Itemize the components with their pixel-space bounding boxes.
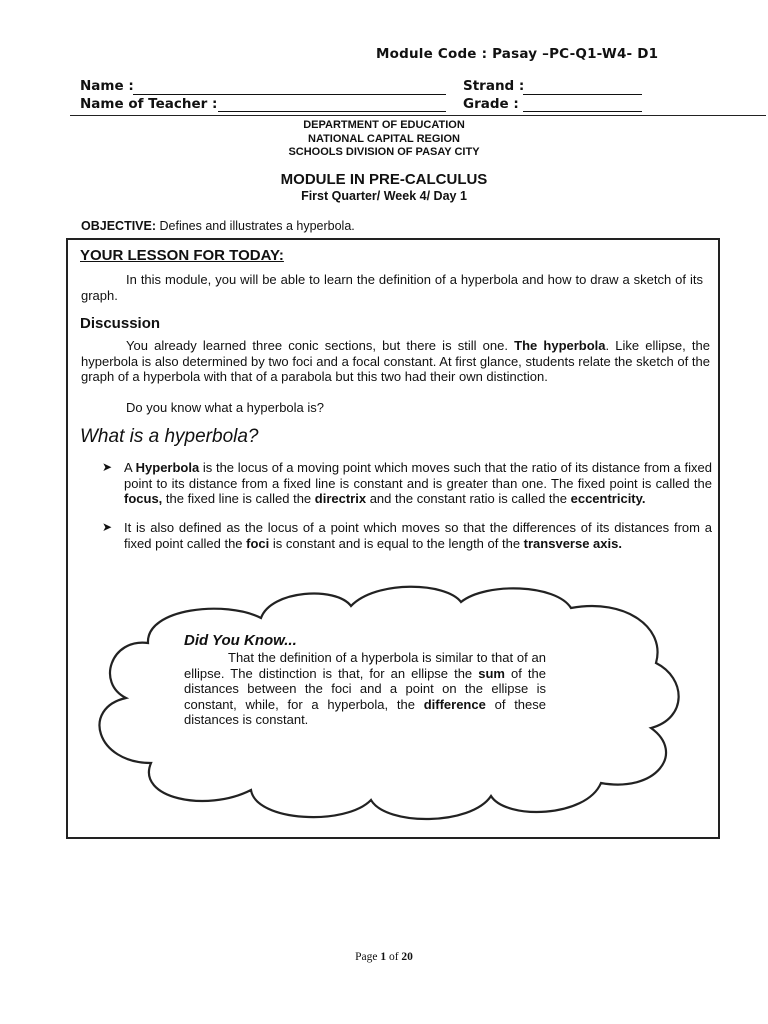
definition-2-text: It is also defined as the locus of a point which moves so that the differences of its distances from a fixed point called the foci is constant and is equal to the length of the transverse axis. xyxy=(124,520,712,551)
lesson-heading: YOUR LESSON FOR TODAY: xyxy=(80,247,284,264)
teacher-label: Name of Teacher : xyxy=(80,96,218,112)
lesson-intro: In this module, you will be able to learn the definition of a hyperbola and how to draw a sketch of its graph. xyxy=(81,272,703,303)
what-is-heading: What is a hyperbola? xyxy=(80,426,259,447)
definition-1-text: A Hyperbola is the locus of a moving point which moves such that the ratio of its distance from a fixed point to its distance from a fixed line is constant and is greater than one. The fixed point is called the focus, the fixed line is called the directrix and the constant ratio is called the eccentricity. xyxy=(124,460,712,506)
objective xyxy=(81,219,355,233)
name-label: Name : xyxy=(80,78,134,94)
module-subtitle: First Quarter/ Week 4/ Day 1 xyxy=(301,189,467,203)
module-code: Module Code : Pasay –PC-Q1-W4- D1 xyxy=(376,46,659,62)
page-number: Page 1 of 20 xyxy=(355,951,413,963)
did-you-know-heading: Did You Know... xyxy=(184,632,297,649)
objective-label: OBJECTIVE: xyxy=(81,219,157,233)
arrow-bullet-icon: ➤ xyxy=(102,460,113,474)
discussion-heading: Discussion xyxy=(80,315,161,332)
institution-line-2: NATIONAL CAPITAL REGION xyxy=(308,132,460,145)
teacher-field[interactable] xyxy=(218,111,446,112)
institution-block xyxy=(0,119,768,160)
hyperbola-term: The hyperbola xyxy=(514,338,606,353)
objective-text: Defines and illustrates a hyperbola. xyxy=(156,219,355,233)
header-divider xyxy=(70,115,766,116)
arrow-bullet-icon: ➤ xyxy=(102,520,113,534)
strand-label: Strand : xyxy=(463,78,525,94)
institution-line-3: SCHOOLS DIVISION OF PASAY CITY xyxy=(288,146,480,158)
grade-label: Grade : xyxy=(463,96,519,112)
strand-field[interactable] xyxy=(523,94,642,95)
grade-field[interactable] xyxy=(523,111,642,112)
module-title: MODULE IN PRE-CALCULUS xyxy=(280,171,488,188)
discussion-question: Do you know what a hyperbola is? xyxy=(126,400,325,415)
name-field[interactable] xyxy=(133,94,446,95)
did-you-know-text: That the definition of a hyperbola is similar to that of an ellipse. The distinction is that, for an ellipse the sum of the distances between the foci and a point on the ellipse is constant, while, for a hyperbola, the difference of these distances is constant. xyxy=(184,650,547,727)
institution-line-1: DEPARTMENT OF EDUCATION xyxy=(303,119,465,131)
discussion-paragraph: You already learned three conic sections, but there is still one. The hyperbola. Like ellipse, the hyperbola is also determined by two foci and a focal constant. At first glance, students relate the sketch of the graph of a hyperbola with that of a parabola but this two had their own distinction. xyxy=(81,338,710,384)
